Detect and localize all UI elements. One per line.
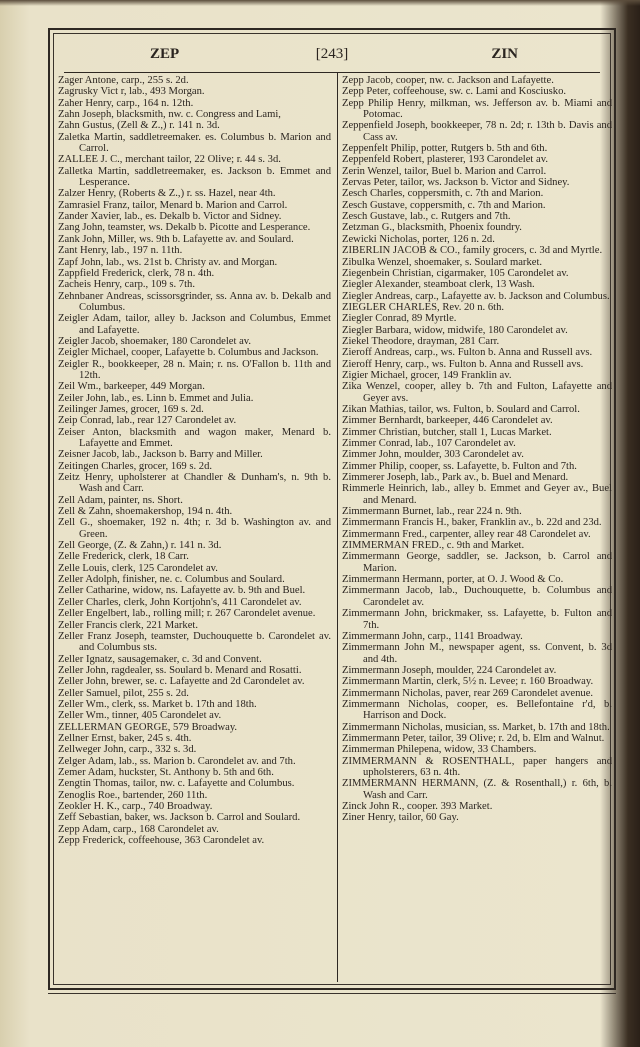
directory-entry: Zetzman G., blacksmith, Phoenix foundry. [342, 222, 522, 234]
directory-entry: Zeigler Jacob, shoemaker, 180 Carondelet av. [58, 335, 252, 347]
running-header [64, 46, 600, 66]
directory-entry: Zimmermann Francis H., baker, Franklin av., b. 22d and 23d. [342, 517, 602, 529]
directory-entry: Zeokler H. K., carp., 740 Broadway. [58, 801, 213, 812]
directory-entry: Zimmermann John M., newspaper agent, ss. Convent, b. 3d and 4th. [342, 642, 612, 665]
directory-entry: Zimmermann George, saddler, se. Jackson, b. Carrol and Marion. [342, 551, 612, 574]
directory-entry: Zeitz Henry, upholsterer at Chandler & Dunham's, n. 9th b. Wash and Carr. [58, 472, 331, 495]
directory-entry: Zeller Engelbert, lab., rolling mill; r. 267 Carondelet avenue. [58, 608, 316, 620]
directory-entry: Zell G., shoemaker, 192 n. 4th; r. 3d b. Washington av. and Green. [58, 517, 331, 540]
directory-entry: Zimmermann John, brickmaker, ss. Lafayette, b. Fulton and 7th. [342, 608, 612, 631]
directory-entry: Zimmer John, moulder, 303 Carondelet av. [342, 449, 524, 461]
directory-entry: Zeller John, ragdealer, ss. Soulard b. Menard and Rosatti. [58, 664, 302, 676]
directory-entry: Zieroff Andreas, carp., ws. Fulton b. Anna and Russell avs. [342, 347, 593, 359]
directory-entry: Zalletka Martin, saddletreemaker, es. Jackson b. Emmet and Lesperance. [58, 165, 331, 189]
directory-entry: Zepp Philip Henry, milkman, ws. Jefferson av. b. Miami and Potomac. [342, 97, 612, 121]
directory-entry: Zimmermann Peter, tailor, 39 Olive; r. 2d, b. Elm and Walnut. [342, 732, 605, 744]
directory-entry: Zepp Adam, carp., 168 Carondelet av. [58, 823, 219, 835]
directory-entry: Zahn Gustus, (Zell & Z.,) r. 141 n. 3d. [58, 120, 220, 132]
directory-entry: Zaletka Martin, saddletreemaker. es. Columbus b. Marion and Carrol. [58, 131, 331, 155]
header-rule [64, 72, 600, 73]
directory-entry: Zelle Louis, clerk, 125 Carondelet av. [58, 562, 218, 574]
directory-entry: Zepp Frederick, coffeehouse, 363 Carondelet av. [58, 835, 265, 847]
directory-entry: Zimmer Christian, butcher, stall 1, Lucas Market. [342, 426, 552, 438]
directory-entry: Zerin Wenzel, tailor, Buel b. Marion and Carrol. [342, 165, 547, 177]
directory-entry: Zank John, Miller, ws. 9th b. Lafayette av. and Soulard. [58, 233, 294, 245]
bottom-rule [48, 993, 616, 994]
directory-entry: Zant Henry, lab., 197 n. 11th. [58, 245, 183, 257]
directory-entry: Zamrasiel Franz, tailor, Menard b. Marion and Carrol. [58, 199, 288, 211]
directory-entry: Zeppenfield Joseph, bookkeeper, 78 n. 2d; r. 13th b. Davis and Cass av. [342, 120, 612, 143]
directory-entry: Zahn Joseph, blacksmith, nw. c. Congress and Lami, [58, 109, 281, 121]
directory-entry: Zimmermann Nicholas, cooper, es. Bellefontaine r'd, b. Harrison and Dock. [342, 698, 612, 722]
directory-entry: Zimmermann Jacob, lab., Duchouquette, b. Columbus and Carondelet av. [342, 585, 612, 608]
directory-entry: Rimmerle Heinrich, lab., alley b. Emmet and Geyer av., Buel and Menard. [342, 483, 612, 506]
directory-entry: Zacheis Henry, carp., 109 s. 7th. [58, 279, 195, 291]
directory-entry: Zika Wenzel, cooper, alley b. 7th and Fulton, Lafayette and Geyer avs. [342, 381, 612, 404]
directory-entry: Zeitingen Charles, grocer, 169 s. 2d. [58, 460, 213, 472]
left-guide-word: ZEP [150, 46, 180, 62]
directory-entry: Ziegler Barbara, widow, midwife, 180 Carondelet av. [342, 324, 568, 336]
page-edge-shadow [0, 0, 640, 6]
directory-entry: Zalzer Henry, (Roberts & Z.,) r. ss. Hazel, near 4th. [58, 188, 276, 200]
directory-entry: ZIMMERMANN & ROSENTHALL, paper hangers and upholsterers, 63 n. 4th. [342, 755, 612, 778]
directory-entry: Zeigler Adam, tailor, alley b. Jackson and Columbus, Emmet and Lafayette. [58, 313, 331, 336]
directory-entry: ZELLERMAN GEORGE, 579 Broadway. [58, 721, 238, 733]
directory-entry: Zieroff Henry, carp., ws. Fulton b. Anna and Russell avs. [342, 358, 584, 370]
directory-entry: Zeff Sebastian, baker, ws. Jackson b. Carrol and Soulard. [58, 812, 301, 824]
directory-entry: Zander Xavier, lab., es. Dekalb b. Victor and Sidney. [58, 211, 282, 223]
directory-entry: Zang John, teamster, ws. Dekalb b. Picotte and Lesperance. [58, 222, 311, 234]
directory-entry: Zeilinger James, grocer, 169 s. 2d. [58, 403, 204, 415]
directory-entry: ZIEGLER CHARLES, Rev. 20 n. 6th. [342, 301, 505, 313]
directory-entry: Zesch Gustave, lab., c. Rutgers and 7th. [342, 211, 511, 223]
directory-entry: ZALLEE J. C., merchant tailor, 22 Olive; r. 44 s. 3d. [58, 154, 281, 166]
directory-entry: Zeller Adolph, finisher, ne. c. Columbus and Soulard. [58, 574, 285, 586]
directory-entry: Ziegler Alexander, steamboat clerk, 13 Wash. [342, 279, 535, 291]
directory-entry: Ziner Henry, tailor, 60 Gay. [342, 812, 459, 824]
directory-entry: Zellweger John, carp., 332 s. 3d. [58, 744, 197, 756]
directory-entry: Zappfield Frederick, clerk, 78 n. 4th. [58, 267, 215, 279]
directory-entry: Zagrusky Vict r, lab., 493 Morgan. [58, 86, 205, 98]
directory-entry: Zimmer Bernhardt, barkeeper, 446 Carondelet av. [342, 415, 553, 427]
directory-entry: ZIMMERMANN HERMANN, (Z. & Rosenthall,) r. 6th, b. Wash and Carr. [342, 778, 612, 801]
directory-entry: Zervas Peter, tailor, ws. Jackson b. Victor and Sidney. [342, 177, 570, 189]
directory-entry: Zeller Catharine, widow, ns. Lafayette av. b. 9th and Buel. [58, 585, 306, 597]
directory-entry: Zell & Zahn, shoemakershop, 194 n. 4th. [58, 506, 233, 518]
directory-entry: Zimmermann Nicholas, paver, rear 269 Carondelet avenue. [342, 687, 594, 699]
directory-entry: Zeller Francis clerk, 221 Market. [58, 619, 199, 631]
directory-entry: Zeppenfeld Robert, plasterer, 193 Carondelet av. [342, 154, 548, 166]
directory-entry: Ziegenbein Christian, cigarmaker, 105 Carondelet av. [342, 267, 569, 279]
page-frame-inner [53, 33, 611, 985]
directory-entry: Zapf John, lab., ws. 21st b. Christy av. and Morgan. [58, 256, 278, 268]
directory-entry: Zeller Ignatz, sausagemaker, c. 3d and Convent. [58, 653, 262, 665]
directory-entry: Ziekel Theodore, drayman, 281 Carr. [342, 335, 500, 347]
directory-entry: Zikan Mathias, tailor, ws. Fulton, b. Soulard and Carrol. [342, 403, 580, 415]
directory-entry: Zimmerer Joseph, lab., Park av., b. Buel and Menard. [342, 472, 569, 484]
directory-entry: Zimmermann Hermann, porter, at O. J. Wood & Co. [342, 574, 564, 586]
directory-entry: Zepp Peter, coffeehouse, sw. c. Lami and Kosciusko. [342, 86, 567, 98]
page-number: [243] [315, 46, 349, 62]
directory-entry: Zepp Jacob, cooper, nw. c. Jackson and Lafayette. [342, 75, 554, 86]
directory-entry: Zeil Wm., barkeeper, 449 Morgan. [58, 381, 205, 393]
directory-entry: Zenoglis Roe., bartender, 260 11th. [58, 789, 208, 801]
directory-entry: Ziegler Conrad, 89 Myrtle. [342, 313, 457, 325]
directory-entry: Zellner Ernst, baker, 245 s. 4th. [58, 732, 192, 744]
right-column [342, 75, 612, 824]
directory-entry: Zelle Frederick, clerk, 18 Carr. [58, 551, 189, 563]
directory-entry: Zell Adam, painter, ns. Short. [58, 494, 183, 506]
directory-entry: Zimmerman Philepena, widow, 33 Chambers. [342, 744, 537, 756]
directory-entry: Zewicki Nicholas, porter, 126 n. 2d. [342, 233, 495, 245]
directory-entry: Zeigler R., bookkeeper, 28 n. Main; r. ns. O'Fallon b. 11th and 12th. [58, 358, 331, 381]
directory-entry: Zeiser Anton, blacksmith and wagon maker, Menard b. Lafayette and Emmet. [58, 426, 331, 449]
directory-entry: Zeller John, brewer, se. c. Lafayette and 2d Carondelet av. [58, 676, 305, 688]
right-guide-word: ZIN [491, 46, 518, 62]
directory-entry: Zeiler John, lab., es. Linn b. Emmet and Julia. [58, 392, 254, 404]
directory-entry: Zimmermann Burnet, lab., rear 224 n. 9th. [342, 506, 522, 518]
directory-entry: Zimmer Conrad, lab., 107 Carondelet av. [342, 438, 516, 449]
column-divider [337, 73, 338, 982]
directory-entry: Zell George, (Z. & Zahn,) r. 141 n. 3d. [58, 540, 222, 552]
directory-entry: ZIBERLIN JACOB & CO., family grocers, c. 3d and Myrtle. [342, 245, 603, 257]
directory-entry: Zibulka Wenzel, shoemaker, s. Soulard market. [342, 256, 543, 268]
directory-entry: Zeller Wm., clerk, ss. Market b. 17th and 18th. [58, 698, 257, 710]
directory-entry: Ziegler Andreas, carp., Lafayette av. b. Jackson and Columbus. [342, 290, 610, 302]
directory-entry: Zelger Adam, lab., ss. Marion b. Carondelet av. and 7th. [58, 755, 296, 767]
directory-entry: Zeller Charles, clerk, John Kortjohn's, 411 Carondelet av. [58, 596, 302, 608]
directory-entry: Zimmermann Nicholas, musician, ss. Market, b. 17th and 18th. [342, 721, 610, 733]
page-frame [48, 28, 616, 990]
directory-entry: Zager Antone, carp., 255 s. 2d. [58, 75, 189, 86]
directory-entry: Zehnbaner Andreas, scissorsgrinder, ss. Anna av. b. Dekalb and Columbus. [58, 290, 331, 313]
directory-entry: Zimmermann John, carp., 1141 Broadway. [342, 630, 523, 642]
directory-entry: Zengtin Thomas, tailor, nw. c. Lafayette and Columbus. [58, 778, 295, 790]
directory-entry: Zimmer Philip, cooper, ss. Lafayette, b. Fulton and 7th. [342, 460, 577, 472]
directory-entry: Zaher Henry, carp., 164 n. 12th. [58, 97, 194, 109]
directory-entry: Zeller Samuel, pilot, 255 s. 2d. [58, 687, 189, 699]
directory-entry: Zeigler Michael, cooper, Lafayette b. Columbus and Jackson. [58, 347, 319, 359]
directory-entry: Zimmermann Joseph, moulder, 224 Carondelet av. [342, 664, 557, 676]
directory-entry: ZIMMERMAN FRED., c. 9th and Market. [342, 540, 525, 552]
directory-entry: Zesch Charles, coppersmith, c. 7th and Marion. [342, 188, 544, 200]
directory-entry: Zemer Adam, huckster, St. Anthony b. 5th and 6th. [58, 766, 274, 778]
directory-entry: Zeller Wm., tinner, 405 Carondelet av. [58, 710, 222, 722]
directory-entry: Zinck John R., cooper. 393 Market. [342, 801, 493, 812]
left-column [58, 75, 331, 846]
directory-entry: Zesch Gustave, coppersmith, c. 7th and Marion. [342, 199, 546, 211]
directory-entry: Zeisner Jacob, lab., Jackson b. Barry and Miller. [58, 449, 263, 461]
directory-entry: Zeller Franz Joseph, teamster, Duchouquette b. Carondelet av. and Columbus sts. [58, 630, 331, 654]
directory-entry: Zigier Michael, grocer, 149 Franklin av. [342, 369, 512, 381]
directory-entry: Zimmermann Fred., carpenter, alley rear 48 Carondelet av. [342, 528, 591, 540]
directory-entry: Zimmermann Martin, clerk, 5½ n. Levee; r. 160 Broadway. [342, 676, 594, 688]
directory-entry: Zeip Conrad, lab., rear 127 Carondelet av. [58, 415, 237, 427]
directory-entry: Zeppenfelt Philip, potter, Rutgers b. 5th and 6th. [342, 143, 548, 155]
